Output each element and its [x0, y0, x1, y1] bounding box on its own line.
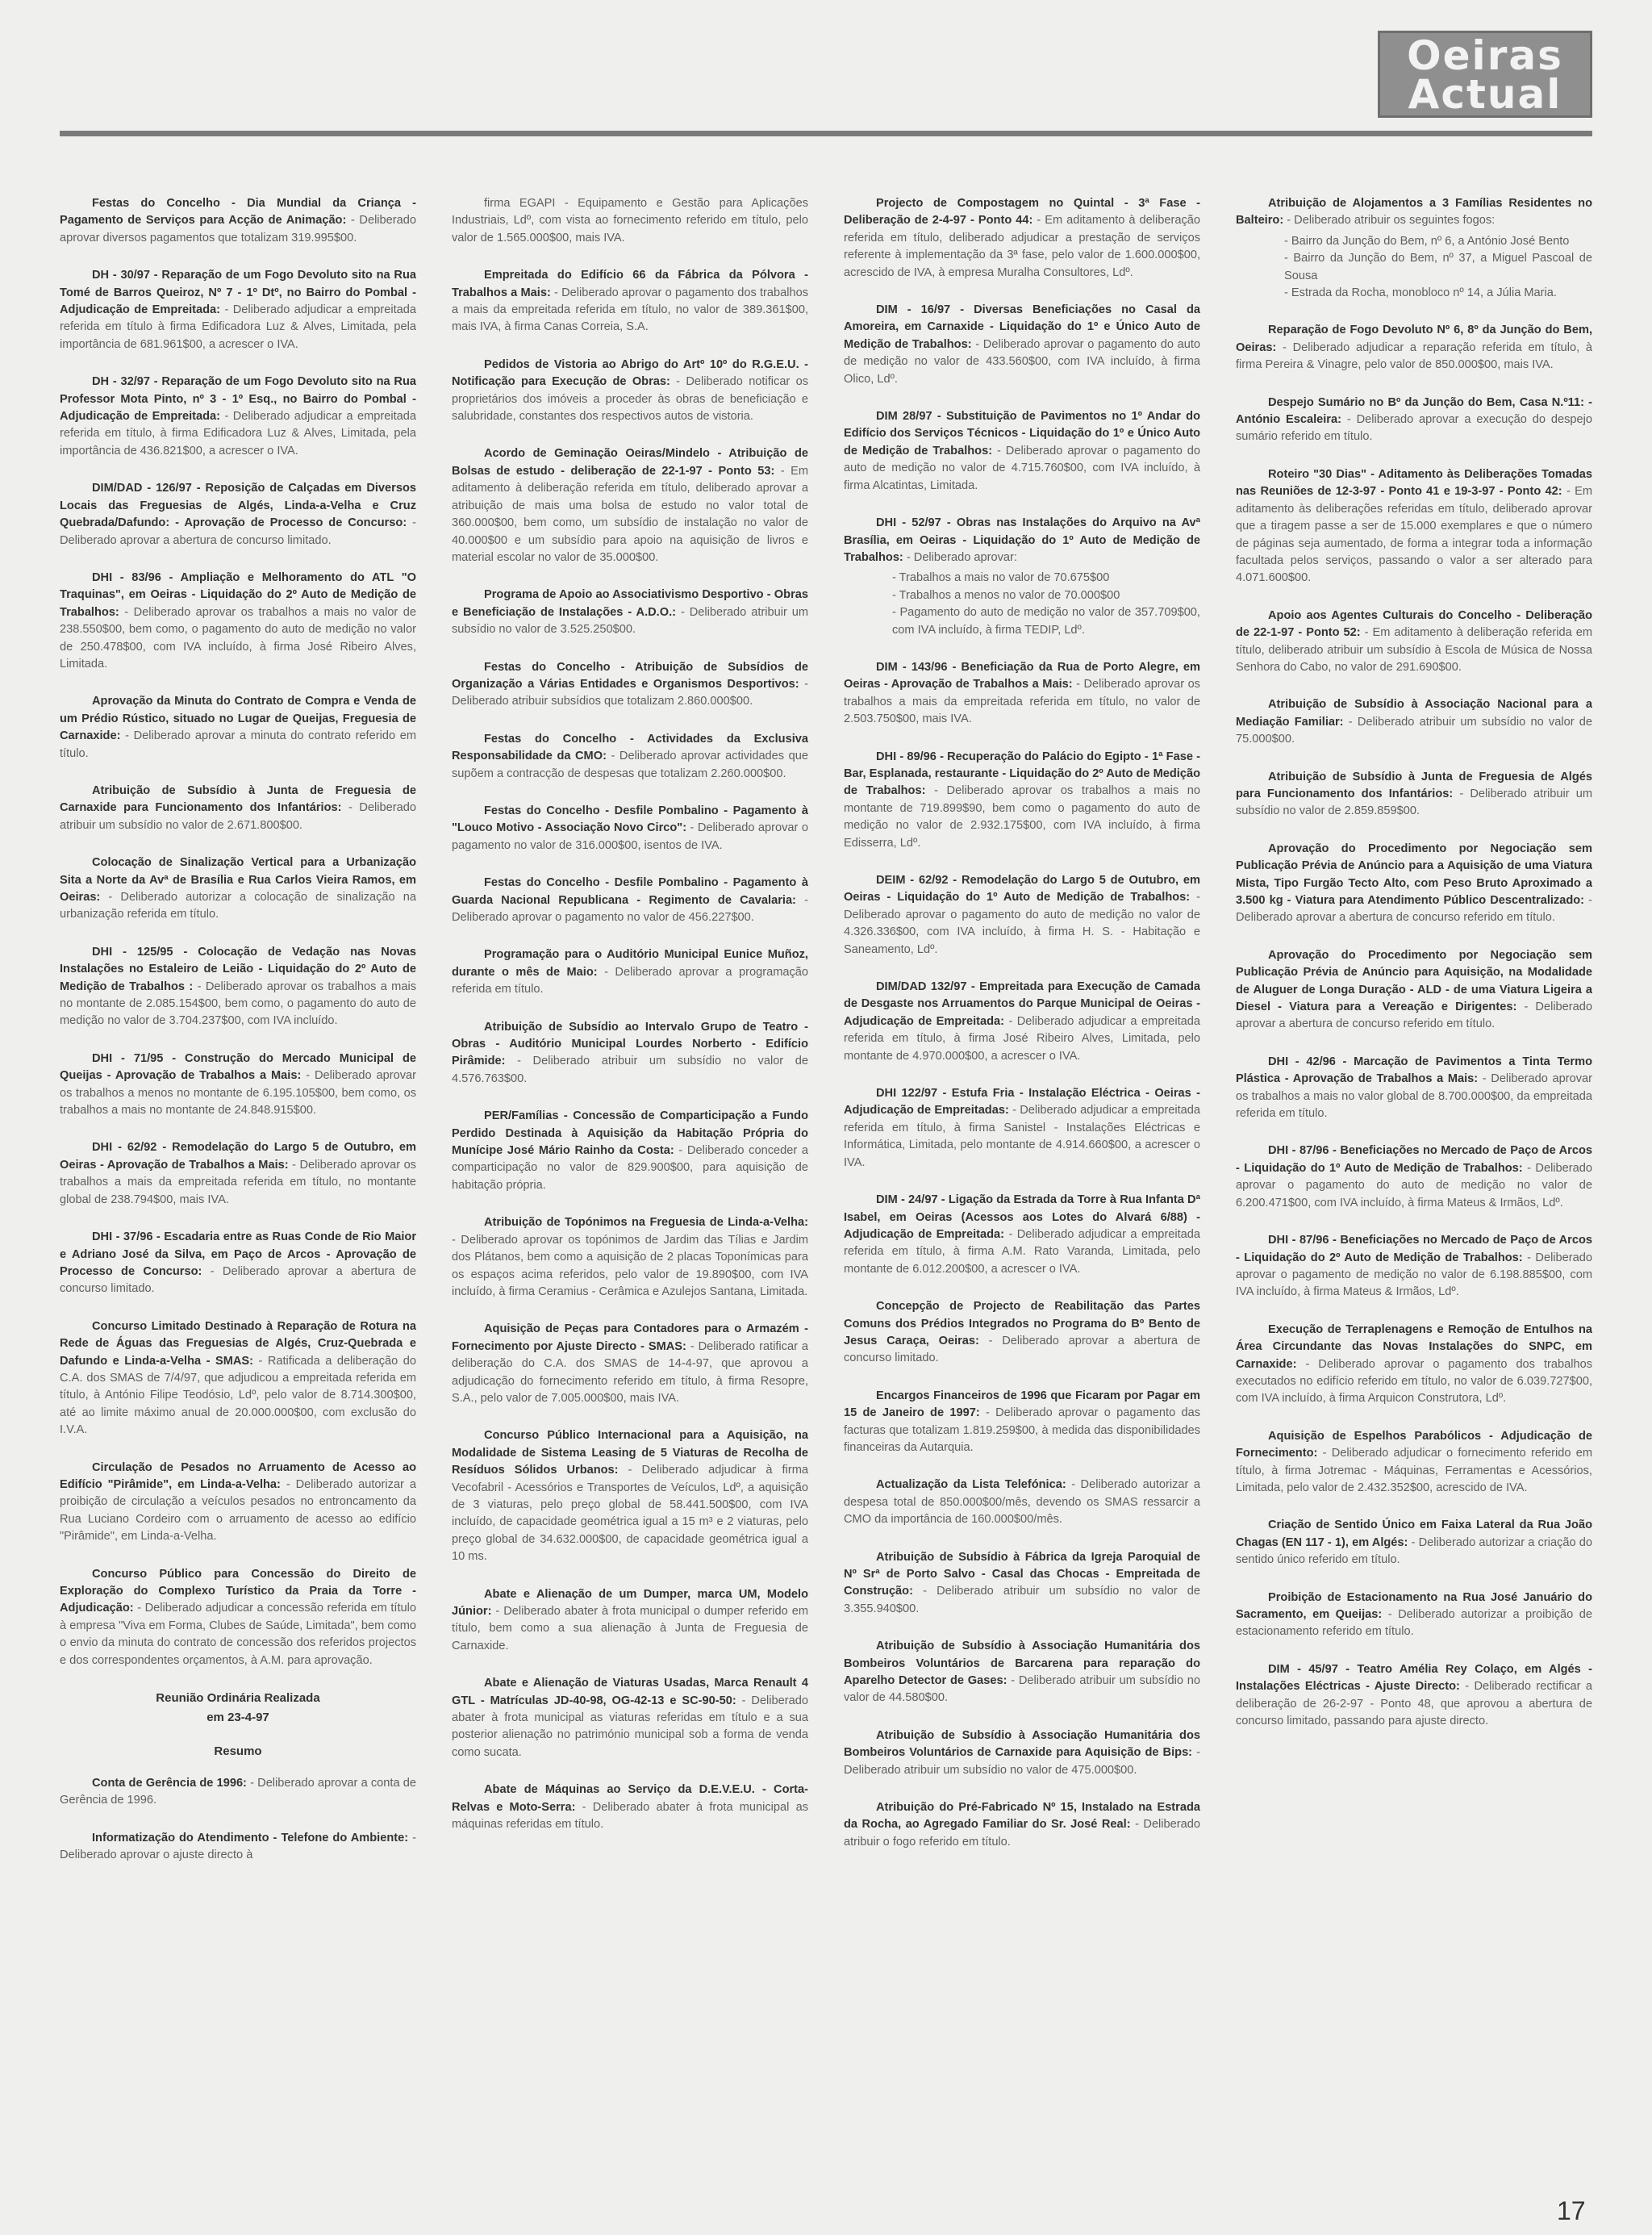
- deliberation-item: [452, 1675, 808, 1761]
- deliberation-body: - Deliberado aprovar actividades que supõem a contracção de despesas que totalizam 2.260.000$00.: [452, 750, 808, 780]
- deliberation-title: Atribuição de Subsídio à Junta de Freguesia de Algés para Funcionamento dos Infantários:: [1236, 770, 1592, 800]
- deliberation-title: DHI - 89/96 - Recuperação do Palácio do Egipto - 1ª Fase - Bar, Esplanada, restaurante - Liquidação do 2º Auto de Medição de Trabalhos:: [844, 750, 1200, 798]
- deliberation-body: - Deliberado atribuir um subsídio no valor de 3.525.250$00.: [452, 605, 808, 637]
- session-heading: Resumo: [214, 1744, 262, 1759]
- deliberation-body: - Deliberado adjudicar a empreitada referida em título, à firma A.M. Rato Varanda, Limitada, pelo montante de 6.012.200$00, a acrescer o IVA.: [844, 1227, 1200, 1276]
- list-item: - Pagamento do auto de medição no valor de 357.709$00, com IVA incluído, à firma TEDIP, Ldº.: [892, 604, 1200, 639]
- deliberation-body: - Deliberado abater à frota municipal as máquinas referidas em título.: [452, 1800, 808, 1832]
- deliberation-title: DIM 28/97 - Substituição de Pavimentos no 1º Andar do Edifício dos Serviços Técnicos - Liquidação do 1º e Único Auto de Medição de Trabalhos:: [844, 410, 1200, 457]
- deliberation-body: - Deliberado aprovar os trabalhos a mais no valor global de 8.700.000$00, da empreitada referida em título.: [1236, 1072, 1592, 1121]
- deliberation-body: - Deliberado atribuir o fogo referido em título.: [844, 1818, 1200, 1849]
- deliberation-title: DIM - 24/97 - Ligação da Estrada da Torre à Rua Infanta Dª Isabel, em Oeiras (Acessos aos Lotes do Alvará 6/88) - Adjudicação de Empreitada:: [844, 1193, 1200, 1241]
- deliberation-title: Atribuição de Subsídio à Associação Nacional para a Mediação Familiar:: [1236, 698, 1592, 729]
- deliberation-body: - Deliberado aprovar a minuta do contrato referido em título.: [60, 729, 416, 760]
- deliberation-item: [452, 1019, 808, 1088]
- deliberation-item: [60, 693, 416, 762]
- deliberation-body: - Deliberado aprovar o pagamento dos trabalhos executados no edifício referido em título, no valor de 6.039.727$00, com IVA incluído, à firma Arquicon Construtora, Ldº.: [1236, 1357, 1592, 1406]
- column-2: [452, 195, 808, 2164]
- deliberation-body: - Deliberado adjudicar a empreitada referida em título, à firma Sanistel - Instalações Eléctricas e Informática, Limitada, pelo montante de 4.914.660$00, a acrescer o IVA.: [844, 1104, 1200, 1169]
- deliberation-title: Aprovação da Minuta do Contrato de Compra e Venda de um Prédio Rústico, situado no Lugar de Queijas, Freguesia de Carnaxide:: [60, 695, 416, 743]
- deliberation-body: - Deliberado adjudicar a empreitada referida em título, à firma José Ribeiro Alves, Limitada, pelo montante de 4.970.000$00, a acrescer o IVA.: [844, 1014, 1200, 1063]
- deliberation-item: [1236, 395, 1592, 446]
- deliberation-title: Festas do Concelho - Actividades da Exclusiva Responsabilidade da CMO:: [452, 732, 808, 763]
- deliberation-item: [60, 1566, 416, 1669]
- deliberation-body: - Deliberado autorizar a despesa total de 850.000$00/mês, devendo os SMAS ressarcir a CMO da importância de 160.000$00/mês.: [844, 1478, 1200, 1527]
- deliberation-item: [452, 1321, 808, 1407]
- deliberation-title: Pedidos de Vistoria ao Abrigo do Artº 10º do R.G.E.U. - Notificação para Execução de Obras:: [452, 357, 808, 389]
- deliberation-title: Abate e Alienação de um Dumper, marca UM, Modelo Júnior:: [452, 1587, 808, 1618]
- deliberation-item: [452, 1427, 808, 1565]
- deliberation-item: [60, 1775, 416, 1810]
- deliberation-body: - Deliberado atribuir um subsídio no valor de 75.000$00.: [1236, 715, 1592, 746]
- session-heading: Reunião Ordinária Realizada: [156, 1691, 320, 1706]
- deliberation-title: DHI - 71/95 - Construção do Mercado Municipal de Queijas - Aprovação de Trabalhos a Mais:: [60, 1051, 416, 1083]
- deliberation-title: DIM - 45/97 - Teatro Amélia Rey Colaço, em Algés - Instalações Eléctricas - Ajuste Directo:: [1236, 1662, 1592, 1694]
- deliberation-item: [452, 875, 808, 926]
- deliberation-item: [452, 1782, 808, 1833]
- deliberation-title: Circulação de Pesados no Arruamento de Acesso ao Edifício "Pirâmide", em Linda-a-Velha:: [60, 1460, 416, 1491]
- deliberation-body: - Deliberado aprovar a abertura de concurso limitado.: [60, 1264, 416, 1296]
- deliberation-item: [452, 946, 808, 998]
- deliberation-item: [452, 357, 808, 426]
- deliberation-body: - Deliberado aprovar o ajuste directo à: [60, 1831, 416, 1862]
- deliberation-title: Aquisição de Espelhos Parabólicos - Adjudicação de Fornecimento:: [1236, 1429, 1592, 1460]
- deliberation-item: [1236, 466, 1592, 587]
- deliberation-item: [844, 302, 1200, 388]
- deliberation-item: [1236, 1428, 1592, 1498]
- deliberation-item: [1236, 947, 1592, 1034]
- deliberation-item: [1236, 696, 1592, 748]
- column-3: [844, 195, 1200, 2164]
- deliberation-title: DHI - 62/92 - Remodelação do Largo 5 de Outubro, em Oeiras - Aprovação de Trabalhos a Mais:: [60, 1141, 416, 1172]
- deliberation-body: - Deliberado atribuir um subsídio no valor de 3.355.940$00.: [844, 1585, 1200, 1615]
- deliberation-title: DHI 122/97 - Estufa Fria - Instalação Eléctrica - Oeiras - Adjudicação de Empreitadas:: [844, 1087, 1200, 1118]
- deliberation-title: Concurso Limitado Destinado à Reparação de Rotura na Rede de Águas das Freguesias de Algés, Cruz-Quebrada e Dafundo e Linda-a-Velha - SMAS:: [60, 1319, 416, 1368]
- masthead-line2: Actual: [1408, 71, 1562, 118]
- deliberation-title: DHI - 87/96 - Beneficiações no Mercado de Paço de Arcos - Liquidação do 2º Auto de Medição de Trabalhos:: [1236, 1234, 1592, 1264]
- deliberation-body: - Deliberado adjudicar a empreitada referida em título à firma Edificadora Luz & Alves, Limitada, pela importância de 681.961$00, a acrescer o IVA.: [60, 303, 416, 351]
- deliberation-body: - Deliberado aprovar a abertura de concurso limitado.: [60, 516, 416, 547]
- deliberation-title: DHI - 125/95 - Colocação de Vedação nas Novas Instalações no Estaleiro de Leião - Liquidação do 2º Auto de Medição de Trabalhos :: [60, 945, 416, 993]
- deliberation-item: [452, 445, 808, 566]
- deliberation-title: Proibição de Estacionamento na Rua José Januário do Sacramento, em Queijas:: [1236, 1590, 1592, 1621]
- deliberation-body: - Deliberado aprovar os trabalhos a mais no montante de 2.085.154$00, bem como, o pagamento do auto de medição no valor de 3.704.237$00, com IVA incluído.: [60, 980, 416, 1028]
- deliberation-body: - Deliberado aprovar:: [906, 550, 1017, 564]
- deliberation-title: Abate e Alienação de Viaturas Usadas, Marca Renault 4 GTL - Matrículas JD-40-98, OG-42-13 e SC-90-50:: [452, 1677, 808, 1707]
- deliberation-title: Aprovação do Procedimento por Negociação sem Publicação Prévia de Anúncio para a Aquisição de uma Viatura Mista, Tipo Furgão Tecto Alto, com Peso Bruto Aproximado a 3.500 kg - Viatura para Atendimento Público Descentralizado:: [1236, 842, 1592, 907]
- deliberation-title: Abate de Máquinas ao Serviço da D.E.V.E.U. - Corta-Relvas e Moto-Serra:: [452, 1783, 808, 1814]
- deliberation-body: - Deliberado aprovar a abertura de concurso limitado.: [844, 1334, 1200, 1365]
- deliberation-body: - Em aditamento à deliberação referida em título, deliberado adjudicar a prestação de serviços referente à implementação da 3ª fase, pelo valor de 1.600.000$00, acrescido de IVA, à empresa Muralha Consultores, Ldº.: [844, 214, 1200, 279]
- deliberation-title: Atribuição de Subsídio ao Intervalo Grupo de Teatro - Obras - Auditório Municipal Lourdes Norberto - Edifício Pirâmide:: [452, 1020, 808, 1068]
- deliberation-item: [844, 1727, 1200, 1779]
- deliberation-body: - Deliberado aprovar o pagamento do auto de medição no valor de 433.560$00, com IVA incluído, à firma Olico, Ldº.: [844, 337, 1200, 386]
- deliberation-item: [1236, 1232, 1592, 1301]
- deliberation-body: - Ratificada a deliberação do C.A. dos SMAS de 7/4/97, que adjudicou a empreitada referida em título, à António Filipe Teodósio, Ldº, pelo valor de 8.714.300$00, até ao limite máximo anual de 20.000.000$00, com exclusão do I.V.A.: [60, 1354, 416, 1437]
- deliberation-body: - Deliberado aprovar os trabalhos a mais da empreitada referida em título, no valor de 2.503.750$00, mais IVA.: [844, 678, 1200, 726]
- list-item: - Trabalhos a mais no valor de 70.675$00: [892, 570, 1200, 587]
- deliberation-body: - Deliberado aprovar a programação referida em título.: [452, 965, 808, 996]
- deliberation-title: Festas do Concelho - Dia Mundial da Criança - Pagamento de Serviços para Acção de Animação:: [60, 197, 416, 228]
- deliberation-item: [1236, 1054, 1592, 1123]
- deliberation-body: - Deliberado aprovar o pagamento no valor de 456.227$00.: [452, 893, 808, 924]
- deliberation-body: - Deliberado aprovar a conta de Gerência de 1996.: [60, 1777, 416, 1807]
- deliberation-title: Atribuição de Subsídio à Associação Humanitária dos Bombeiros Voluntários de Carnaxide para Aquisição de Bips:: [844, 1728, 1200, 1760]
- deliberation-title: DHI - 37/96 - Escadaria entre as Ruas Conde de Rio Maior e Adriano José da Silva, em Paço de Arcos - Aprovação de Processo de Concurso:: [60, 1230, 416, 1278]
- deliberation-item: [1236, 322, 1592, 374]
- deliberation-body: - Em aditamento à deliberação referida em título, deliberado aprovar a atribuição de mais uma bolsa de estudo no valor total de 360.000$00, bem como, um subsídio de instalação no valor de 40.000$00 e um subsídio para apoio na aquisição de livros e material escolar no valor de 35.000$00.: [452, 464, 808, 564]
- deliberation-body: - Deliberado rectificar a deliberação de 26-2-97 - Ponto 48, que aprovou a abertura de concurso limitado, passando para ajuste directo.: [1236, 1680, 1592, 1728]
- deliberation-title: Colocação de Sinalização Vertical para a Urbanização Sita a Norte da Avª de Brasília e Rua Carlos Vieira Ramos, em Oeiras:: [60, 856, 416, 904]
- deliberation-title: Atribuição de Subsídio à Fábrica da Igreja Paroquial de Nº Srª de Porto Salvo - Casal das Chocas - Empreitada de Construção:: [844, 1550, 1200, 1598]
- deliberation-item: [1236, 769, 1592, 821]
- deliberation-item: [844, 1549, 1200, 1619]
- deliberation-body: - Deliberado aprovar os trabalhos a mais no montante de 719.899$90, bem como o pagamento do auto de medição no valor de 2.932.175$00, com IVA incluído, à firma Edisserra, Ldº.: [844, 784, 1200, 850]
- deliberation-title: DIM/DAD - 126/97 - Reposição de Calçadas em Diversos Locais das Freguesias de Algés, Linda-a-Velha e Cruz Quebrada/Dafundo: - Aprovação de Processo de Concurso:: [60, 482, 416, 530]
- list-item: - Bairro da Junção do Bem, nº 6, a António José Bento: [1284, 233, 1592, 250]
- deliberation-item: [452, 803, 808, 854]
- deliberation-list: [844, 570, 1200, 639]
- deliberation-title: Concurso Público para Concessão do Direito de Exploração do Complexo Turístico da Praia da Torre - Adjudicação:: [60, 1567, 416, 1615]
- deliberation-item: [844, 515, 1200, 639]
- deliberation-body: - Deliberado aprovar os trabalhos a mais no valor de 238.550$00, bem como, o pagamento do auto de medição no valor de 250.478$00, com IVA incluído, à firma José Ribeiro Alves, Limitada.: [60, 605, 416, 670]
- deliberation-body: - Deliberado autorizar a criação do sentido único referido em título.: [1236, 1535, 1592, 1567]
- deliberation-body: - Deliberado adjudicar a concessão referida em título à empresa "Viva em Forma, Clubes de Saúde, Limitada", bem como o envio da minuta do contrato de concessão dos referidos projectos e dos correspondentes orçamentos, à A.M. para aprovação.: [60, 1602, 416, 1667]
- deliberation-body: - Deliberado atribuir um subsídio no valor de 44.580$00.: [844, 1674, 1200, 1705]
- deliberation-item: [844, 749, 1200, 852]
- column-4: [1236, 195, 1592, 2164]
- deliberation-title: Empreitada do Edifício 66 da Fábrica da Pólvora - Trabalhos a Mais:: [452, 269, 808, 299]
- deliberation-body: - Deliberado abater à frota municipal as viaturas referidas em título e a sua posterior alienação no património municipal sob a forma de venda como sucata.: [452, 1694, 808, 1759]
- deliberation-title: DIM - 143/96 - Beneficiação da Rua de Porto Alegre, em Oeiras - Aprovação de Trabalhos a Mais:: [844, 660, 1200, 691]
- deliberation-item: [452, 1214, 808, 1301]
- deliberation-title: DHI - 87/96 - Beneficiações no Mercado de Paço de Arcos - Liquidação do 1º Auto de Medição de Trabalhos:: [1236, 1144, 1592, 1175]
- deliberation-title: Festas do Concelho - Desfile Pombalino - Pagamento à Guarda Nacional Republicana - Regimento de Cavalaria:: [452, 876, 808, 907]
- deliberation-body: firma EGAPI - Equipamento e Gestão para Aplicações Industriais, Ldº, com vista ao fornecimento referido em título, pelo valor de 1.565.000$00, mais IVA.: [452, 197, 808, 244]
- deliberation-title: Atribuição de Topónimos na Freguesia de Linda-a-Velha:: [484, 1216, 808, 1230]
- deliberation-title: Encargos Financeiros de 1996 que Ficaram por Pagar em 15 de Janeiro de 1997:: [844, 1389, 1200, 1420]
- column-1: [60, 195, 416, 2164]
- deliberation-body: - Deliberado atribuir um subsídio no valor de 475.000$00.: [844, 1746, 1200, 1777]
- deliberation-list: [1236, 233, 1592, 303]
- deliberation-item: [1236, 841, 1592, 927]
- deliberation-item: [60, 1229, 416, 1298]
- deliberation-item: [452, 1586, 808, 1656]
- deliberation-item: [1236, 1143, 1592, 1212]
- deliberation-item: [844, 872, 1200, 959]
- list-item: - Estrada da Rocha, monobloco nº 14, a Júlia Maria.: [1284, 285, 1592, 302]
- deliberation-item: [844, 195, 1200, 282]
- deliberation-item: [844, 1477, 1200, 1528]
- deliberation-body: - Deliberado aprovar a execução do despejo sumário referido em título.: [1236, 413, 1592, 444]
- deliberation-item: [60, 854, 416, 924]
- deliberation-body: - Deliberado aprovar diversos pagamentos que totalizam 319.995$00.: [60, 214, 416, 244]
- deliberation-title: Acordo de Geminação Oeiras/Mindelo - Atribuição de Bolsas de estudo - deliberação de 22-1-97 - Ponto 53:: [452, 447, 808, 478]
- deliberation-item: [60, 480, 416, 549]
- deliberation-body: - Deliberado aprovar o pagamento do auto de medição no valor de 6.200.471$00, com IVA incluído, à firma Mateus & Irmãos, Ldº.: [1236, 1161, 1592, 1209]
- masthead-line1: Oeiras: [1407, 32, 1563, 79]
- deliberation-body: - Deliberado adjudicar a empreitada referida em título, à firma Edificadora Luz & Alves, Limitada, pela importância de 436.821$00, a acrescer o IVA.: [60, 410, 416, 457]
- deliberation-title: Aquisição de Peças para Contadores para o Armazém - Fornecimento por Ajuste Directo - SMAS:: [452, 1322, 808, 1353]
- deliberation-item: [844, 659, 1200, 729]
- deliberation-body: - Deliberado autorizar a proibição de circulação a veículos pesados no entroncamento da Rua Luciano Cordeiro com o arruamento de acesso ao edifício "Pirâmide", em Linda-a-Velha.: [60, 1477, 416, 1544]
- deliberation-title: Festas do Concelho - Atribuição de Subsídios de Organização a Várias Entidades e Organismos Desportivos:: [452, 660, 808, 691]
- deliberation-title: Actualização da Lista Telefónica:: [876, 1478, 1066, 1492]
- page-number: 17: [1557, 2196, 1586, 2225]
- deliberation-title: Execução de Terraplenagens e Remoção de Entulhos na Área Circundante das Novas Instalações do SNPC, em Carnaxide:: [1236, 1322, 1592, 1371]
- deliberation-item: [1236, 195, 1592, 302]
- deliberation-title: Concepção de Projecto de Reabilitação das Partes Comuns dos Prédios Integrados no Programa do Bº Bento de Jesus Caraça, Oeiras:: [844, 1300, 1200, 1347]
- deliberation-title: DHI - 83/96 - Ampliação e Melhoramento do ATL "O Traquinas", em Oeiras - Liquidação do 2º Auto de Medição de Trabalhos:: [60, 570, 416, 619]
- deliberation-body: - Deliberado adjudicar à firma Vecofabril - Acessórios e Transportes de Veículos, Ldº, a aquisição de 3 viaturas, pelo preço global de 58.441.500$00, com IVA incluído, de capacidade geométrica igual a 15 m³ e 2 viaturas, pelo preço global de 34.632.000$00, de capacidade geométrica igual a 10 ms.: [452, 1464, 808, 1564]
- deliberation-item: [844, 1638, 1200, 1707]
- deliberation-item: [60, 1051, 416, 1120]
- deliberation-item: [844, 1085, 1200, 1172]
- deliberation-body: - Deliberado atribuir subsídios que totalizam 2.860.000$00.: [452, 677, 808, 708]
- deliberation-title: Apoio aos Agentes Culturais do Concelho - Deliberação de 22-1-97 - Ponto 52:: [1236, 608, 1592, 640]
- deliberation-body: - Deliberado aprovar o pagamento de medição no valor de 6.198.885$00, com IVA incluído, à firma Mateus & Irmãos, Ldº.: [1236, 1251, 1592, 1299]
- deliberation-title: Atribuição do Pré-Fabricado Nº 15, Instalado na Estrada da Rocha, ao Agregado Familiar do Sr. José Real:: [844, 1801, 1200, 1832]
- deliberation-body: - Deliberado adjudicar a reparação referida em título, à firma Pereira & Vinagre, pelo valor de 850.000$00, mais IVA.: [1236, 340, 1592, 372]
- deliberation-body: - Em aditamento às deliberações referidas em título, deliberado aprovar que a tiragem passe a ser de 15.000 exemplares e que o número de páginas seja aumentado, de forma a integrar toda a informação facultada pelos serviços, passando o valor a ser alterado para 4.071.600$00.: [1236, 485, 1592, 585]
- deliberation-body: - Deliberado atribuir um subsídio no valor de 4.576.763$00.: [452, 1055, 808, 1085]
- masthead-logo: [1378, 31, 1592, 118]
- deliberation-item: [844, 1192, 1200, 1278]
- deliberation-title: Criação de Sentido Único em Faixa Lateral da Rua João Chagas (EN 117 - 1), em Algés:: [1236, 1519, 1592, 1549]
- deliberation-item: [844, 1298, 1200, 1368]
- deliberation-item: [1236, 608, 1592, 677]
- deliberation-title: Atribuição de Alojamentos a 3 Famílias Residentes no Balteiro:: [1236, 197, 1592, 228]
- deliberation-item: [452, 731, 808, 783]
- deliberation-title: Despejo Sumário no Bº da Junção do Bem, Casa N.º11: - António Escaleira:: [1236, 395, 1592, 427]
- deliberation-title: Reparação de Fogo Devoluto Nº 6, 8º da Junção do Bem, Oeiras:: [1236, 324, 1592, 354]
- article-columns: [60, 195, 1592, 2164]
- deliberation-item: [844, 979, 1200, 1065]
- deliberation-title: Roteiro "30 Dias" - Aditamento às Deliberações Tomadas nas Reuniões de 12-3-97 - Ponto 41 e 19-3-97 - Ponto 42:: [1236, 467, 1592, 499]
- deliberation-title: DIM/DAD 132/97 - Empreitada para Execução de Camada de Desgaste nos Arruamentos do Parque Municipal de Oeiras - Adjudicação de Empreitada:: [844, 980, 1200, 1028]
- deliberation-item: [60, 1139, 416, 1209]
- deliberation-body: - Deliberado aprovar a abertura de concurso referido em título.: [1236, 1001, 1592, 1031]
- deliberation-item: [60, 1460, 416, 1546]
- deliberation-title: DH - 30/97 - Reparação de um Fogo Devoluto sito na Rua Tomé de Barros Queiroz, Nº 7 - 1º Dtº, no Bairro do Pombal - Adjudicação de Empreitada:: [60, 269, 416, 317]
- deliberation-title: PER/Famílias - Concessão de Comparticipação a Fundo Perdido Destinada à Aquisição da Habitação Própria do Munícipe José Mário Rainho da Costa:: [452, 1109, 808, 1158]
- deliberation-body: - Deliberado autorizar a colocação de sinalização na urbanização referida em título.: [60, 891, 416, 921]
- deliberation-title: Concurso Público Internacional para a Aquisição, na Modalidade de Sistema Leasing de 5 Viaturas de Recolha de Resíduos Sólidos Urbanos:: [452, 1429, 808, 1477]
- deliberation-item: [1236, 1590, 1592, 1641]
- deliberation-body: - Deliberado atribuir um subsídio no valor de 2.859.859$00.: [1236, 787, 1592, 818]
- deliberation-body: - Deliberado aprovar o pagamento do auto de medição no valor de 4.715.760$00, com IVA incluído, à firma Alcatintas, Limitada.: [844, 444, 1200, 492]
- deliberation-title: Informatização do Atendimento - Telefone do Ambiente:: [92, 1831, 409, 1844]
- deliberation-item: [60, 195, 416, 247]
- deliberation-body: - Deliberado abater à frota municipal o dumper referido em título, bem como a sua alienação à Junta de Freguesia de Carnaxide.: [452, 1605, 808, 1652]
- deliberation-body: - Deliberado aprovar os trabalhos a menos no montante de 6.195.105$00, bem como, os trabalhos a mais no montante de 24.848.915$00.: [60, 1069, 416, 1118]
- deliberation-item: [452, 267, 808, 336]
- deliberation-item: [844, 1799, 1200, 1851]
- deliberation-title: Atribuição de Subsídio à Associação Humanitária dos Bombeiros Voluntários de Barcarena para reparação do Aparelho Detector de Gases:: [844, 1640, 1200, 1688]
- deliberation-title: DEIM - 62/92 - Remodelação do Largo 5 de Outubro, em Oeiras - Liquidação do 1º Auto de Medição de Trabalhos:: [844, 874, 1200, 904]
- deliberation-item: [452, 1108, 808, 1194]
- deliberation-body: - Deliberado aprovar os trabalhos a mais da empreitada referida em título, no montante global de 238.794$00, mais IVA.: [60, 1158, 416, 1206]
- deliberation-item: [60, 944, 416, 1030]
- deliberation-body: - Deliberado ratificar a deliberação do C.A. dos SMAS de 14-4-97, que aprovou a adjudicação do fornecimento referido em título, à firma Resopre, S.A., pelo valor de 7.005.000$00, mais IVA.: [452, 1339, 808, 1405]
- deliberation-item: [60, 374, 416, 460]
- deliberation-item: [844, 408, 1200, 495]
- header-rule: [60, 131, 1592, 136]
- deliberation-item: [452, 195, 808, 247]
- deliberation-title: Conta de Gerência de 1996:: [92, 1777, 247, 1790]
- deliberation-item: [1236, 1322, 1592, 1408]
- deliberation-body: - Deliberado aprovar o pagamento das facturas que totalizam 1.819.259$00, à medida das disponibilidades financeiras da Autarquia.: [844, 1406, 1200, 1454]
- deliberation-body: - Deliberado atribuir um subsídio no valor de 2.671.800$00.: [60, 801, 416, 832]
- deliberation-item: [60, 267, 416, 353]
- session-heading: em 23-4-97: [206, 1711, 269, 1725]
- deliberation-title: Projecto de Compostagem no Quintal - 3ª Fase - Deliberação de 2-4-97 - Ponto 44:: [844, 197, 1200, 228]
- deliberation-title: Festas do Concelho - Desfile Pombalino - Pagamento à "Louco Motivo - Associação Novo Circo":: [452, 804, 808, 835]
- deliberation-item: [60, 1830, 416, 1865]
- deliberation-body: - Deliberado aprovar o pagamento no valor de 316.000$00, isentos de IVA.: [452, 821, 808, 852]
- deliberation-item: [60, 1318, 416, 1439]
- deliberation-title: DIM - 16/97 - Diversas Beneficiações no Casal da Amoreira, em Carnaxide - Liquidação do 1º e Único Auto de Medição de Trabalhos:: [844, 303, 1200, 351]
- deliberation-body: - Em aditamento à deliberação referida em título, deliberado atribuir um subsídio à Escola de Música de Nossa Senhora do Cabo, no valor de 291.690$00.: [1236, 626, 1592, 674]
- deliberation-body: - Deliberado atribuir os seguintes fogos:: [1287, 214, 1496, 228]
- deliberation-body: - Deliberado notificar os proprietários dos imóveis a proceder às obras de beneficiação e salubridade, constantes dos respectivos autos de vistoria.: [452, 375, 808, 424]
- deliberation-title: Aprovação do Procedimento por Negociação sem Publicação Prévia de Anúncio para Aquisição, na Modalidade de Aluguer de Longa Duração - ALD - de uma Viatura Ligeira a Diesel - Viatura para a Vereação e Dirigentes:: [1236, 948, 1592, 1014]
- deliberation-title: DHI - 52/97 - Obras nas Instalações do Arquivo na Avª Brasília, em Oeiras - Liquidação do 1º Auto de Medição de Trabalhos:: [844, 516, 1200, 564]
- deliberation-body: - Deliberado autorizar a proibição de estacionamento referido em título.: [1236, 1608, 1592, 1639]
- list-item: - Trabalhos a menos no valor de 70.000$00: [892, 587, 1200, 604]
- deliberation-body: - Deliberado aprovar o pagamento do auto de medição no valor de 4.326.336$00, com IVA incluído, à firma H. S. - Habitação e Saneamento, Ldº.: [844, 891, 1200, 956]
- deliberation-body: - Deliberado aprovar o pagamento dos trabalhos a mais da empreitada referida em título, no valor de 389.361$00, mais IVA, à firma Canas Correia, S.A.: [452, 286, 808, 334]
- deliberation-body: - Deliberado aprovar a abertura de concurso referido em título.: [1236, 894, 1592, 925]
- deliberation-body: - Deliberado aprovar os topónimos de Jardim das Tílias e Jardim dos Plátanos, bem como a aquisição de 2 placas Toponímicas para os espaços acima referidos, pelo valor de 19.890$00, com IVA incluído, à firma Ceramius - Cerâmica e Azulejos Santana, Limitada.: [452, 1233, 808, 1298]
- deliberation-item: [844, 1388, 1200, 1457]
- deliberation-item: [60, 570, 416, 673]
- list-item: - Bairro da Junção do Bem, nº 37, a Miguel Pascoal de Sousa: [1284, 250, 1592, 285]
- deliberation-title: Programação para o Auditório Municipal Eunice Muñoz, durante o mês de Maio:: [452, 948, 808, 979]
- deliberation-item: [1236, 1517, 1592, 1569]
- deliberation-item: [452, 587, 808, 638]
- deliberation-title: Programa de Apoio ao Associativismo Desportivo - Obras e Beneficiação de Instalações - A.D.O.:: [452, 588, 808, 619]
- deliberation-title: Atribuição de Subsídio à Junta de Freguesia de Carnaxide para Funcionamento dos Infantários:: [60, 783, 416, 815]
- deliberation-title: DH - 32/97 - Reparação de um Fogo Devoluto sito na Rua Professor Mota Pinto, nº 3 - 1º Esq., no Bairro do Pombal - Adjudicação de Empreitada:: [60, 375, 416, 424]
- deliberation-body: - Deliberado adjudicar o fornecimento referido em título, à firma Jotremac - Máquinas, Ferramentas e Acessórios, Limitada, pelo valor de 2.432.352$00, acrescido de IVA.: [1236, 1447, 1592, 1494]
- deliberation-item: [452, 659, 808, 711]
- deliberation-body: - Deliberado conceder a comparticipação no valor de 829.900$00, para aquisição de habitação própria.: [452, 1144, 808, 1192]
- deliberation-item: [60, 783, 416, 834]
- deliberation-item: [1236, 1661, 1592, 1731]
- deliberation-title: DHI - 42/96 - Marcação de Pavimentos a Tinta Termo Plástica - Aprovação de Trabalhos a Mais:: [1236, 1055, 1592, 1086]
